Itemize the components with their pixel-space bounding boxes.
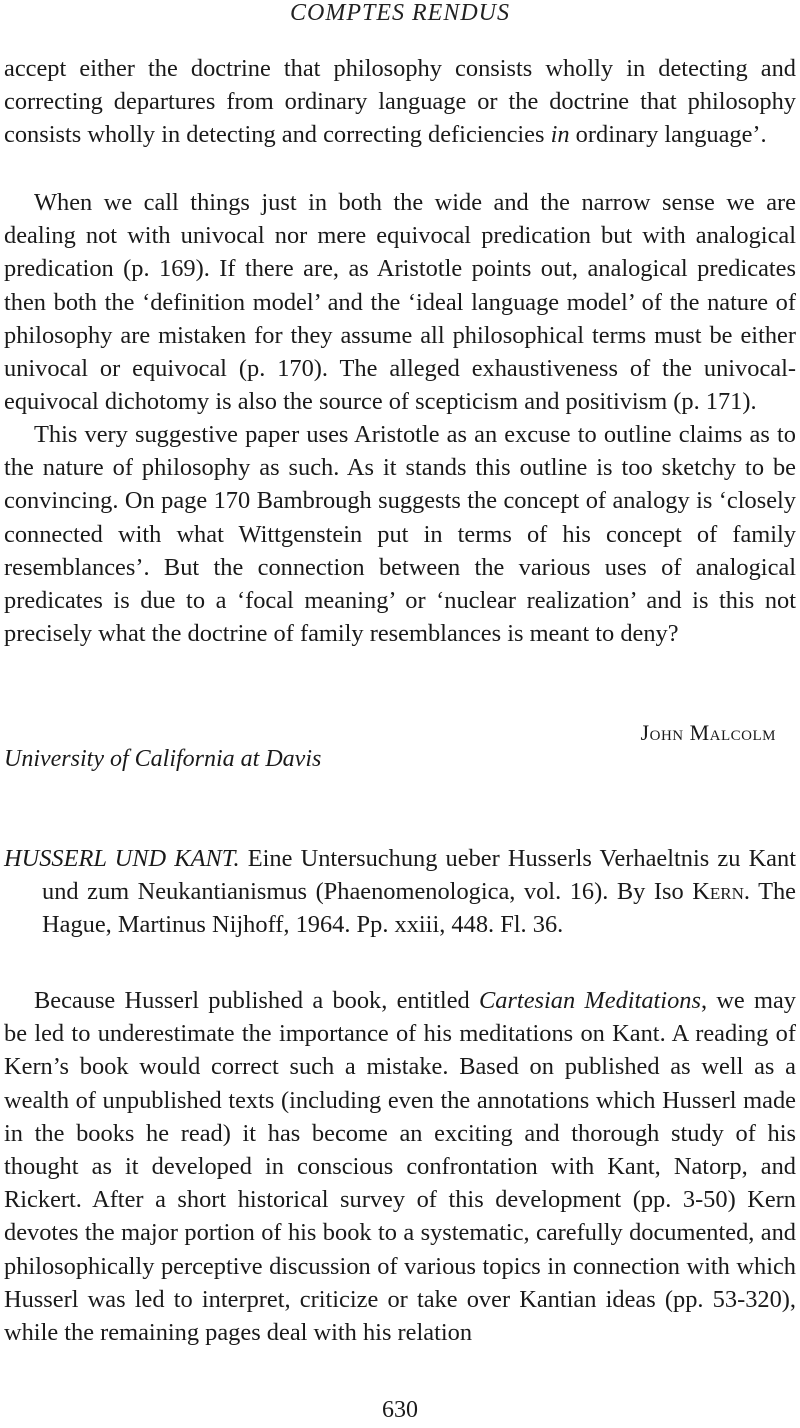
review-two-paragraph-1 — [4, 984, 796, 1349]
page-number: 630 — [382, 1397, 418, 1423]
paragraph-text-end: ordinary language’. — [569, 121, 767, 149]
book-title: HUSSERL UND KANT. — [4, 845, 240, 872]
review-one-paragraph-1 — [4, 52, 796, 152]
paragraph-text: accept either the doctrine that philosophy consists wholly in detecting and correcting departures from ordinary language or the doctrine that philosophy consists wholly in detecting and correcting deficiencies — [4, 55, 796, 149]
reviewer-affiliation: University of California at Davis — [4, 746, 322, 772]
review-one-paragraph-3: This very suggestive paper uses Aristotle as an excuse to outline claims as to the nature of philosophy as such. As it stands this outline is too sketchy to be convincing. On page 170 Bambrough suggests the concept of analogy is ‘closely connected with what Wittgenstein put in terms of his concept of family resemblances’. But the connection between the various uses of analogical predicates is due to a ‘focal meaning’ or ‘nuclear realization’ and is this not precisely what the doctrine of family resemblances is meant to deny? — [4, 421, 796, 648]
publication-info: . The Hague, Martinus Nijhoff, 1964. Pp. xxiii, 448. Fl. 36. — [42, 878, 796, 939]
book-subtitle: Eine Untersuchung ueber Husserls Verhaeltnis zu Kant und zum Neukantianismus (Phaenomenologica, vol. 16). By Iso — [42, 845, 796, 906]
book-author: Kern — [692, 878, 744, 906]
emphasis-text: in — [550, 121, 570, 149]
running-head: COMPTES RENDUS — [290, 0, 510, 26]
reviewer-name: John Malcolm — [640, 720, 776, 745]
cited-title: Cartesian Meditations — [478, 987, 701, 1014]
review-one-paragraph-2: When we call things just in both the wide and the narrow sense we are dealing not with univocal nor mere equivocal predication but with analogical predication (p. 169). If there are, as Aristotle points out, analogical predicates then both the ‘definition model’ and the ‘ideal language model’ of the nature of philosophy are mistaken for they assume all philosophical terms must be either univocal or equivocal (p. 170). The alleged exhaustiveness of the univocal-equivocal dichotomy is also the source of scepticism and positivism (p. 171). — [4, 189, 796, 416]
paragraph-text-rest: , we may be led to underestimate the importance of his meditations on Kant. A reading of Kern’s book would correct such a mistake. Based on published as well as a wealth of unpublished texts (including even the annotations which Husserl made in the books he read) it has become an exciting and thorough study of his thought as it developed in conscious confrontation with Kant, Natorp, and Rickert. After a short historical survey of this development (pp. 3-50) Kern devotes the major portion of his book to a systematic, carefully documented, and philosophically perceptive discussion of various topics in connection with which Husserl was led to interpret, criticize or take over Kantian ideas (pp. 53-320), while the remaining pages deal with his relation — [4, 987, 796, 1347]
paragraph-text-start: Because Husserl published a book, entitled — [34, 987, 479, 1014]
book-citation — [4, 842, 796, 942]
